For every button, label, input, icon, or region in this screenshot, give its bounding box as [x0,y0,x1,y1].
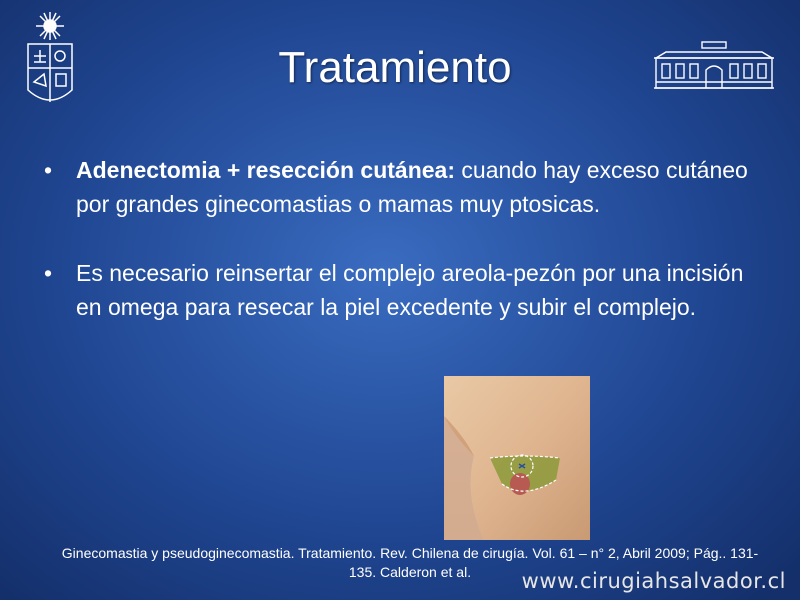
bullet-item [44,256,764,324]
bullet-marker: • [44,260,53,286]
bullet-text: cuando hay exceso cutáneo por grandes ginecomastias o mamas muy ptosicas. [76,157,748,217]
website-watermark: www.cirugiahsalvador.cl [521,569,786,593]
citation-text: Ginecomastia y pseudoginecomastia. Tratamiento. Rev. Chilena de cirugía. Vol. 61 – n° 2, Abril 2009; Pág.. 131- 135. Calderon et al. [61,545,759,580]
slide-title: Tratamiento [278,43,512,92]
bullet-text: Es necesario reinsertar el complejo areola-pezón por una incisión en omega para resecar la piel excedente y subir el complejo. [76,260,744,320]
bullet-marker: • [44,157,53,183]
bullet-list [44,153,764,359]
bullet-heading: Adenectomia + resección cutánea: [76,157,456,183]
bullet-item [44,153,764,221]
chest-illustration [444,376,590,540]
